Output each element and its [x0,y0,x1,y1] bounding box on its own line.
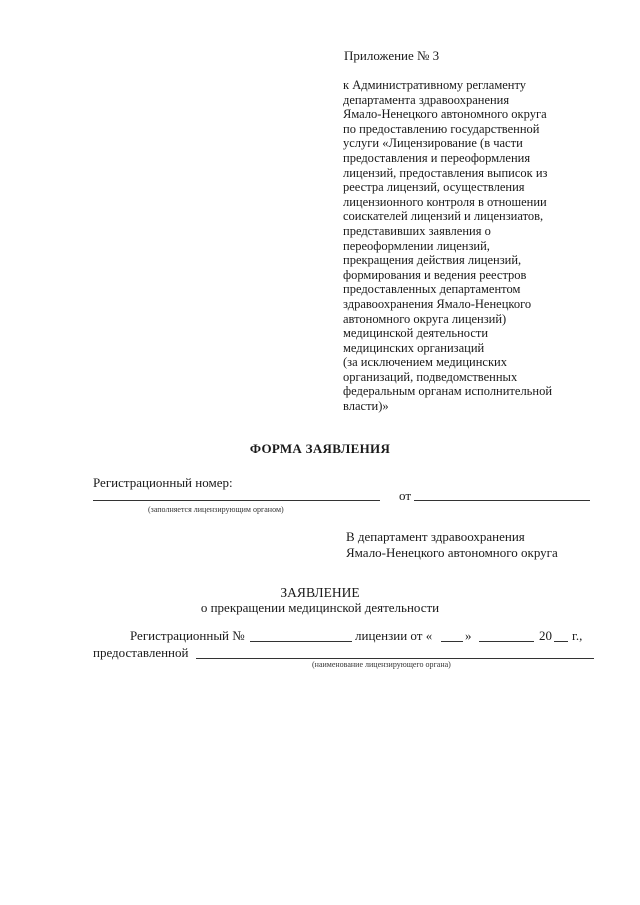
appendix-line: соискателей лицензий и лицензиатов, [343,209,544,224]
statement-title: ЗАЯВЛЕНИЕ [280,585,360,600]
addressee-line-2: Ямало-Ненецкого автономного округа [346,545,558,560]
registration-date-label: от [399,488,412,503]
licensing-authority-line[interactable] [196,658,594,659]
license-day-line[interactable] [441,641,463,642]
appendix-line: представивших заявления о [343,223,491,238]
registration-number-label: Регистрационный номер: [93,475,233,490]
addressee-line-1: В департамент здравоохранения [346,529,525,544]
year-prefix: 20 [539,628,552,643]
licensing-authority-note: (наименование лицензирующего органа) [312,660,451,669]
quote-close: » [465,628,472,643]
reg-no-line[interactable] [250,641,352,642]
appendix-line: (за исключением медицинских [343,355,507,370]
appendix-line: услуги «Лицензирование (в части [343,136,523,151]
appendix-line: реестра лицензий, осуществления [343,180,525,195]
appendix-text [343,78,593,414]
appendix-line: Ямало-Ненецкого автономного округа [343,107,547,122]
provided-label: предоставленной [93,645,189,660]
appendix-title: Приложение № 3 [344,48,440,63]
appendix-line: предоставленных департаментом [343,282,521,297]
license-date-label: лицензии от « [355,628,433,643]
form-title: ФОРМА ЗАЯВЛЕНИЯ [249,441,391,456]
appendix-line: медицинских организаций [343,340,485,355]
license-year-line[interactable] [554,641,568,642]
year-suffix: г., [572,628,583,643]
appendix-line: лицензионного контроля в отношении [343,194,547,209]
license-month-line[interactable] [479,641,534,642]
appendix-line: федеральным органам исполнительной [343,384,553,399]
appendix-line: медицинской деятельности [343,326,489,341]
appendix-line: прекращения действия лицензий, [343,253,522,268]
appendix-line: власти)» [343,399,389,414]
statement-subtitle: о прекращении медицинской деятельности [200,600,440,615]
appendix-line: к Административному регламенту [343,78,527,92]
addressee [346,529,558,561]
appendix-line: департамента здравоохранения [343,92,510,107]
registration-number-line[interactable] [93,500,380,501]
appendix-line: лицензий, предоставления выписок из [343,165,548,180]
appendix-line: по предоставлению государственной [343,121,540,136]
registration-note: (заполняется лицензирующим органом) [148,505,284,514]
reg-no-label: Регистрационный № [130,628,245,643]
appendix-line: формирования и ведения реестров [343,267,527,282]
appendix-line: переоформлении лицензий, [343,238,490,253]
appendix-line: здравоохранения Ямало-Ненецкого [343,296,532,311]
appendix-line: предоставления и переоформления [343,150,531,165]
registration-date-line[interactable] [414,500,590,501]
appendix-line: организаций, подведомственных [343,369,518,384]
appendix-line: автономного округа лицензий) [343,311,507,326]
